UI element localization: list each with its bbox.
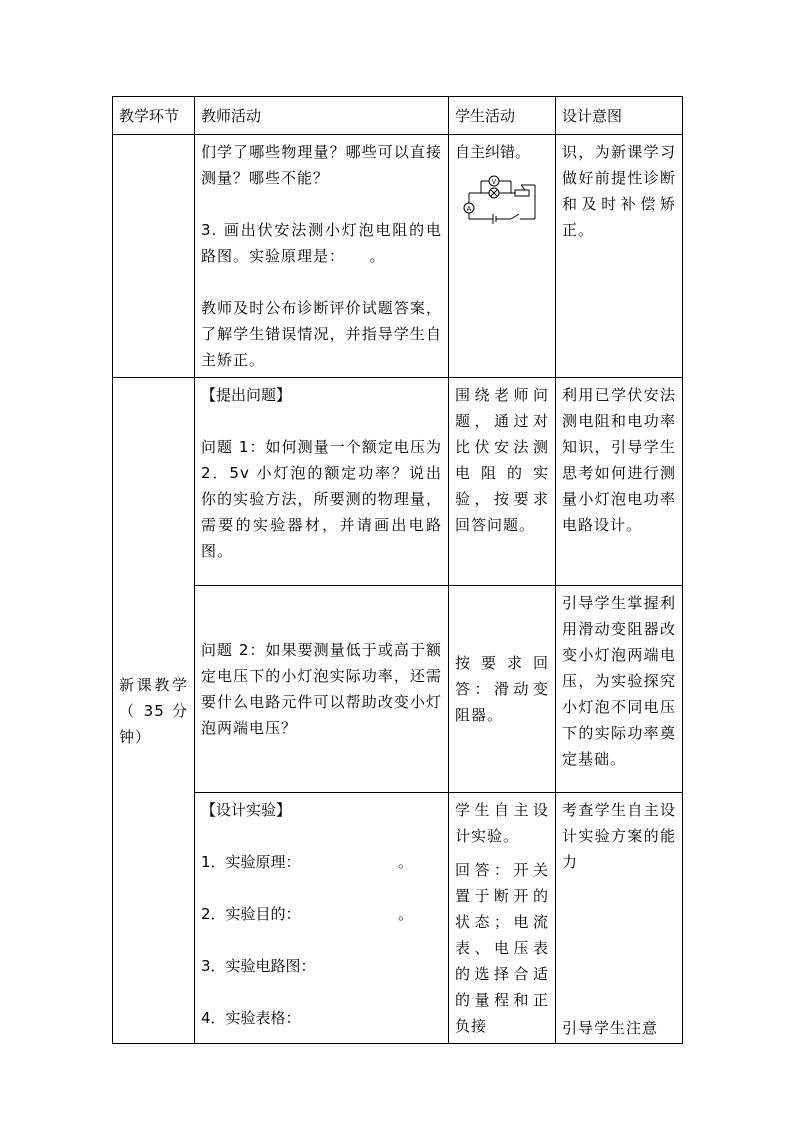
rheostat-symbol [515,190,529,196]
intent-text: 识，为新课学习做好前提性诊断和及时补偿矫正。 [562,143,676,239]
table-row [113,586,683,793]
header-stage: 教学环节 [113,97,195,135]
intent-text: 引导学生掌握利用滑动变阻器改变小灯泡两端电压，为实验探究小灯泡不同电压下的实际功率奠定基础。 [562,594,676,768]
table-row [113,378,683,586]
teacher-item: 4．实验表格： [201,1009,301,1027]
teacher-activity-cell [195,135,449,378]
header-student-activity: 学生活动 [449,97,556,135]
table-header-row [113,97,683,135]
student-activity-cell [449,135,556,378]
teacher-text: 问题 2：如果要测量低于或高于额定电压下的小灯泡实际功率，还需要什么电路元件可以帮助改变小灯泡两端电压？ [201,641,442,737]
table-row [113,135,683,378]
stage-cell-review [113,135,195,378]
student-activity-cell [449,793,556,1044]
student-activity-cell [449,378,556,586]
intent-text: 引导学生注意 [562,1019,659,1037]
intent-text: 考查学生自主设计实验方案的能力 [562,801,676,871]
teacher-text: 们学了哪些物理量？哪些可以直接测量？哪些不能？ [201,143,442,187]
teacher-item: 3．实验电路图： [201,957,316,975]
table-row [113,793,683,1044]
teacher-text: 问题 1：如何测量一个额定电压为 2．5v 小灯泡的额定功率？说出你的实验方法，所要测的物理量，需要的实验器材，并请画出电路图。 [201,438,442,560]
design-intent-cell [556,135,683,378]
voltmeter-label: V [491,179,497,186]
student-text: 按要求回答：滑动变阻器。 [455,654,549,724]
student-text: 自主纠错。 [455,143,531,161]
student-text: 学生自主设计实验。 [455,801,549,845]
header-teacher-activity: 教师活动 [195,97,449,135]
design-intent-cell [556,378,683,586]
teacher-heading: 【设计实验】 [201,801,292,819]
teacher-heading: 【提出问题】 [201,386,292,404]
ammeter-label: A [466,206,472,213]
teacher-activity-cell [195,378,449,586]
student-text: 围绕老师问题，通过对比伏安法测电阻的实验，按要求回答问题。 [455,386,549,534]
circuit-diagram [459,171,545,231]
stage-cell-new-lesson [113,378,195,1044]
design-intent-cell [556,793,683,1044]
lesson-plan-table [112,96,683,1044]
teacher-activity-cell [195,586,449,793]
switch-symbol [511,214,519,219]
header-design-intent: 设计意图 [556,97,683,135]
teacher-item: 2．实验目的： 。 [201,905,414,923]
teacher-activity-cell [195,793,449,1044]
intent-text: 利用已学伏安法测电阻和电功率知识，引导学生思考如何进行测量小灯泡电功率电路设计。 [562,386,676,534]
stage-text: 新课教学（ 35 分钟） [119,675,188,746]
student-activity-cell [449,586,556,793]
teacher-item: 1．实验原理： 。 [201,853,414,871]
teacher-text: 教师及时公布诊断评价试题答案，了解学生错误情况，并指导学生自主矫正。 [201,299,442,369]
design-intent-cell [556,586,683,793]
student-text: 回答：开关置于断开的状态；电流表、电压表的选择合适的量程和正负接 [455,861,549,1035]
teacher-text: 3. 画出伏安法测小灯泡电阻的电路图。实验原理是： 。 [201,221,442,265]
